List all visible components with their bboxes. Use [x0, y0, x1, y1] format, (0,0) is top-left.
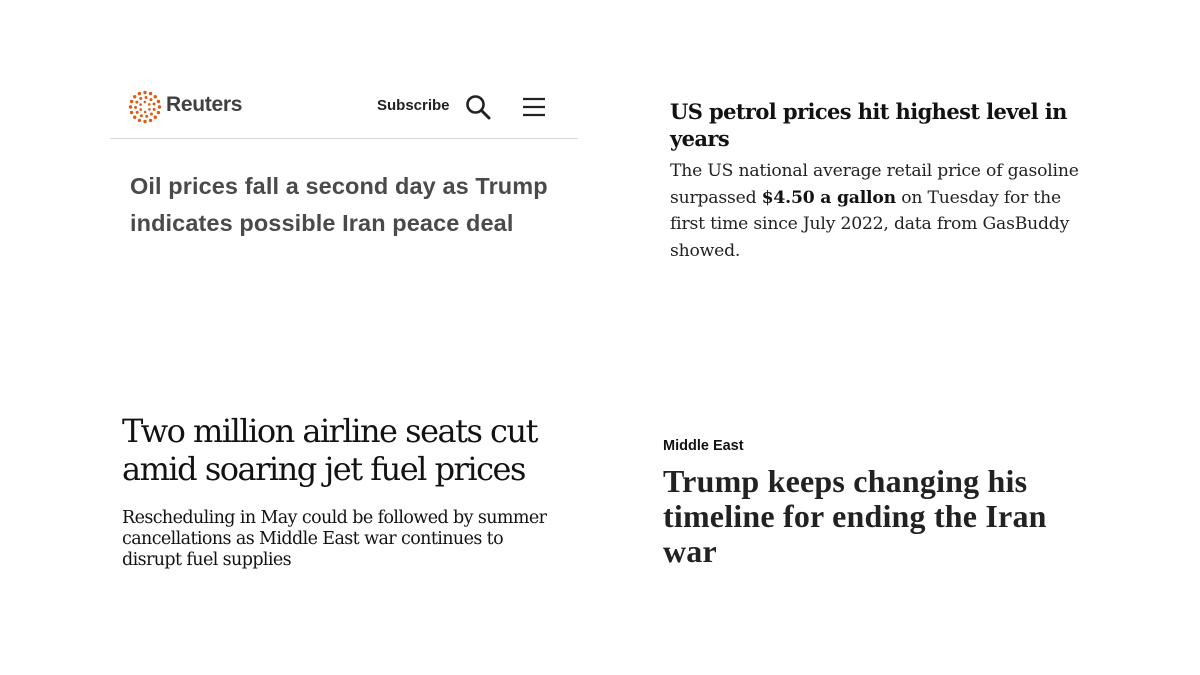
petrol-body	[670, 158, 1090, 264]
reuters-brand-name[interactable]: Reuters	[166, 93, 243, 116]
reuters-dotted-logo-icon[interactable]	[128, 90, 162, 124]
reuters-headline[interactable]: Oil prices fall a second day as Trump indicates possible Iran peace deal	[130, 173, 548, 236]
petrol-body-start: The US national average retail price of gasoline surpassed	[670, 161, 1079, 208]
reuters-header	[110, 80, 578, 139]
petrol-article-card	[670, 98, 1090, 278]
hamburger-menu-icon[interactable]	[521, 94, 547, 120]
section-kicker-middle-east[interactable]: Middle East	[663, 438, 744, 454]
petrol-headline[interactable]: US petrol prices hit highest level in years	[670, 99, 1067, 151]
search-icon[interactable]	[464, 93, 492, 121]
airline-article-card	[122, 412, 562, 592]
airline-headline[interactable]: Two million airline seats cut amid soaring jet fuel prices	[122, 412, 537, 488]
reuters-article-card	[110, 80, 578, 280]
iran-headline[interactable]: Trump keeps changing his timeline for ending the Iran war	[663, 463, 1047, 569]
iran-article-card	[663, 438, 1083, 588]
subscribe-link[interactable]: Subscribe	[377, 97, 450, 114]
petrol-price-highlight: $4.50 a gallon	[761, 187, 896, 208]
airline-standfirst: Rescheduling in May could be followed by summer cancellations as Middle East war continues to disrupt fuel supplies	[122, 508, 547, 570]
petrol-body-end: on Tuesday for the first time since July 2022, data from GasBuddy showed.	[670, 187, 1070, 261]
